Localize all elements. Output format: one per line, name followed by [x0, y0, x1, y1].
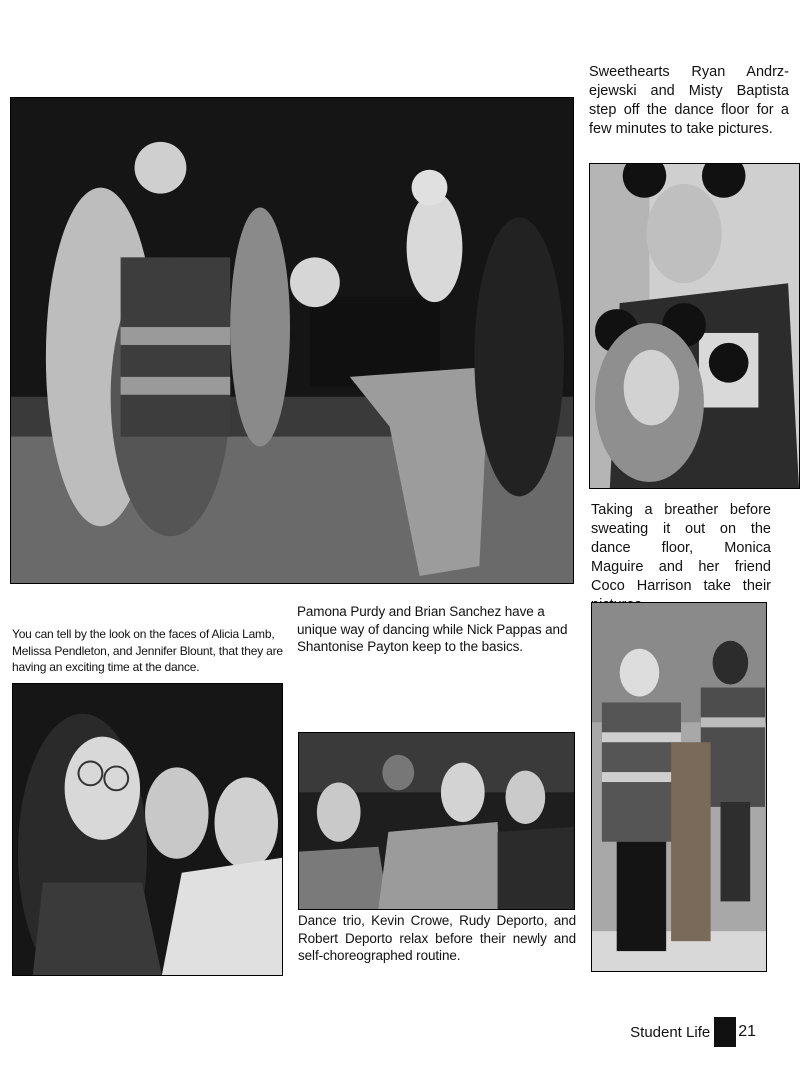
- page-footer: [630, 1017, 756, 1047]
- dance-floor-photo: [10, 97, 574, 584]
- section-marker-bar: [714, 1017, 736, 1047]
- pamona-caption: Pamona Purdy and Brian Sanchez have a unique way of dancing while Nick Pappas and Shantonise Payton keep to the basics.: [297, 604, 568, 654]
- trio-caption: Dance trio, Kevin Crowe, Rudy Deporto, and Robert Deporto relax before their newly and self-choreographed routine.: [298, 913, 576, 963]
- breather-caption: Taking a breather before sweating it out on the dance floor, Monica Maguire and her friend Coco Harrison take their: [591, 502, 771, 594]
- sweethearts-photo: [589, 163, 800, 489]
- monica-coco-photo: [591, 602, 767, 972]
- faces-caption: You can tell by the look on the faces of Alicia Lamb, Melissa Pendleton, and Jennifer Blount, that they are having an exciting time at the dance.: [12, 627, 283, 674]
- sweethearts-caption: Sweethearts Ryan Andrz-ejewski and Misty Baptista step off the dance floor for a few minutes to take pictures.: [589, 64, 789, 137]
- dance-trio-photo: [298, 732, 575, 910]
- section-label: Student Life: [630, 1023, 711, 1041]
- page-number: 21: [738, 1023, 756, 1040]
- three-girls-photo: [12, 683, 283, 976]
